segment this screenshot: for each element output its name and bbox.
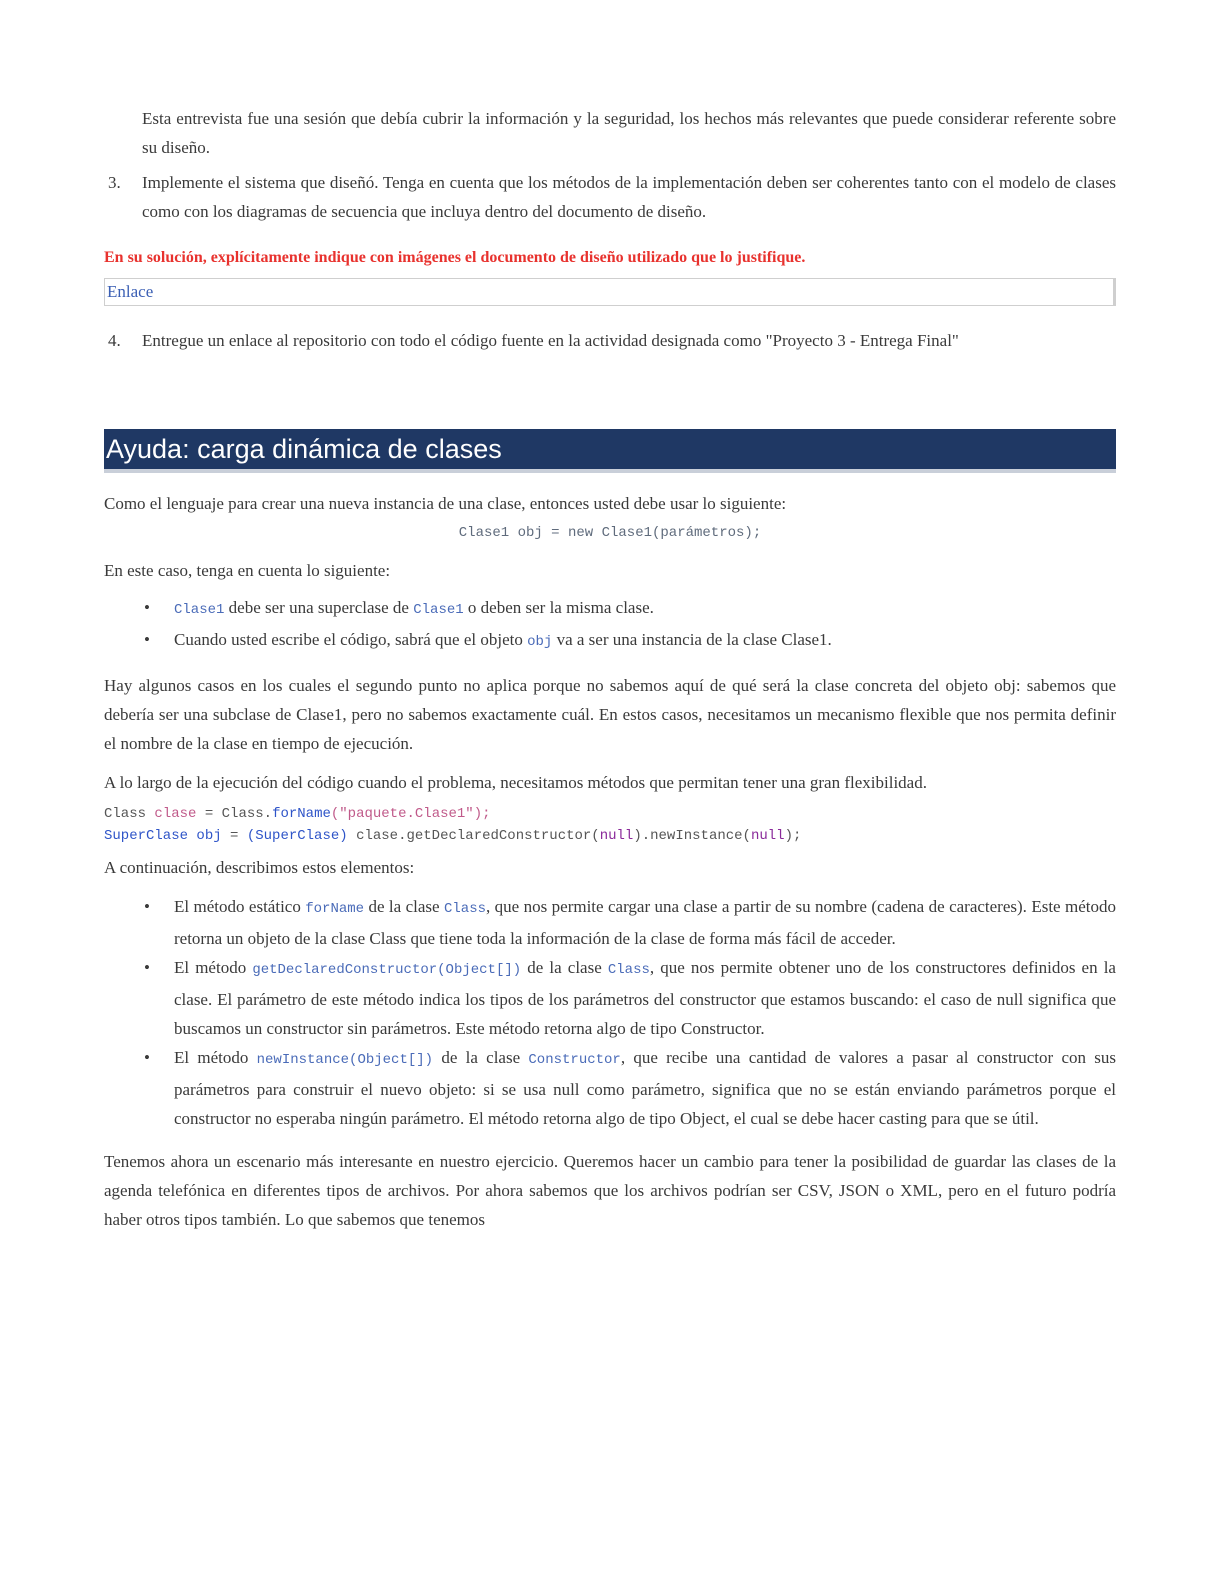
bullet-text: El método — [174, 958, 253, 977]
bullet-item — [104, 593, 1116, 625]
code-example: Clase1 obj = new Clase1(parámetros); — [458, 525, 762, 541]
body-paragraph: A lo largo de la ejecución del código cuando el problema, necesitamos métodos que permitan tener una gran flexibilidad. — [104, 773, 927, 792]
numbered-item-4 — [104, 326, 1116, 355]
numbered-item-3 — [104, 168, 1116, 226]
document-page — [104, 104, 1116, 1234]
item-text: Implemente el sistema que diseñó. Tenga en cuenta que los métodos de la implementación deben ser coherentes tanto con el modelo de clases como con los diagramas de secuencia que incluya dentro del documento de diseño. — [142, 173, 1116, 221]
inline-code: Clase1 — [174, 602, 225, 618]
code-token: clase — [154, 806, 197, 822]
inline-code: Constructor — [528, 1052, 621, 1068]
inline-code: forName — [305, 901, 365, 917]
intro-paragraph: Como el lenguaje para crear una nueva instancia de una clase, entonces usted debe usar lo siguiente: — [104, 494, 787, 513]
inline-code: Class — [607, 962, 650, 978]
code-token: ); — [784, 828, 802, 844]
bullet-text: de la clase — [433, 1048, 529, 1067]
item-number: 3. — [108, 173, 121, 192]
body-paragraph: Hay algunos casos en los cuales el segundo punto no aplica porque no sabemos aquí de qué será la clase concreta del objeto obj: sabemos que debería ser una subclase de Clase1, pero no sabemos exactamente cuál. En estos casos, necesitamos un mecanismo flexible que nos permita definir el nombre de la clase en tiempo de ejecución. — [104, 676, 1116, 753]
code-block — [104, 803, 1116, 847]
code-token: = — [221, 828, 247, 844]
continuation-paragraph: Esta entrevista fue una sesión que debía cubrir la información y la seguridad, los hechos más relevantes que puede considerar referente sobre su diseño. — [142, 109, 1116, 157]
list-intro: A continuación, describimos estos elementos: — [104, 858, 415, 877]
warning-note: En su solución, explícitamente indique con imágenes el documento de diseño utilizado que lo justifique. — [104, 249, 806, 266]
code-token: clase.getDeclaredConstructor( — [347, 828, 600, 844]
bullet-text: o deben ser la misma clase. — [463, 598, 654, 617]
code-token: (SuperClase) — [246, 828, 348, 844]
code-token: SuperClase obj — [104, 828, 222, 844]
bullet-text: , que nos permite obtener uno de los constructores definidos en la clase. El parámetro de este método indica los tipos de los parámetros del constructor que estamos buscando: el caso de null significa que buscamos un constructor sin parámetros. Este método retorna algo de tipo Constructor. — [174, 958, 1116, 1038]
item-text: Entregue un enlace al repositorio con todo el código fuente en la actividad designada como "Proyecto 3 - Entrega Final" — [142, 331, 959, 350]
closing-paragraph: Tenemos ahora un escenario más interesante en nuestro ejercicio. Queremos hacer un cambio para tener la posibilidad de guardar las clases de la agenda telefónica en diferentes tipos de archivos. Por ahora sabemos que los archivos podrían ser CSV, JSON o XML, pero en el futuro podría haber otros tipos también. Lo que sabemos que tenemos — [104, 1152, 1116, 1229]
bullet-icon: • — [144, 958, 150, 977]
bullet-item — [104, 1043, 1116, 1133]
link-box[interactable] — [104, 278, 1116, 306]
code-token: null — [750, 828, 785, 844]
inline-code: obj — [527, 634, 553, 650]
bullet-item — [104, 625, 1116, 657]
inline-code: newInstance(Object[]) — [256, 1052, 434, 1068]
bullet-text: Cuando usted escribe el código, sabrá que el objeto — [174, 630, 528, 649]
code-token: = Class. — [196, 806, 273, 822]
bullet-text: debe ser una superclase de — [224, 598, 414, 617]
link-label[interactable]: Enlace — [107, 282, 154, 301]
bullet-icon: • — [144, 630, 150, 649]
bullet-text: de la clase — [364, 897, 444, 916]
bullet-icon: • — [144, 897, 150, 916]
lead-in-paragraph: En este caso, tenga en cuenta lo siguiente: — [104, 561, 391, 580]
bullet-text: El método estático — [174, 897, 306, 916]
bullet-text: , que nos permite cargar una clase a partir de su nombre (cadena de caracteres). Este método retorna un objeto de la clase Class que tiene toda la información de la clase de forma más fácil de acceder. — [174, 897, 1116, 948]
section-heading: Ayuda: carga dinámica de clases — [104, 429, 1116, 473]
code-token: Class — [104, 806, 147, 822]
bullet-item — [104, 892, 1116, 953]
code-line — [104, 803, 1116, 825]
bullet-text: de la clase — [521, 958, 608, 977]
inline-code: Class — [444, 901, 487, 917]
item-number: 4. — [108, 331, 121, 350]
inline-code: Clase1 — [413, 602, 464, 618]
bullet-text: va a ser una instancia de la clase Clase1. — [552, 630, 832, 649]
code-token: ("paquete.Clase1"); — [330, 806, 491, 822]
bullet-text: , que recibe una cantidad de valores a pasar al constructor con sus parámetros para construir el nuevo objeto: si se usa null como parámetro, significa que no se están enviando parámetros porque el constructor no esperaba ningún parámetro. El método retorna algo de tipo Object, el cual se debe hacer casting para que se útil. — [174, 1048, 1116, 1128]
inline-code: getDeclaredConstructor(Object[]) — [252, 962, 522, 978]
code-token: ).newInstance( — [633, 828, 751, 844]
code-token: null — [599, 828, 634, 844]
bullet-icon: • — [144, 1048, 150, 1067]
code-token: forName — [272, 806, 331, 822]
bullet-icon: • — [144, 598, 150, 617]
code-line — [104, 825, 1116, 847]
bullet-text: El método — [174, 1048, 257, 1067]
bullet-item — [104, 953, 1116, 1043]
